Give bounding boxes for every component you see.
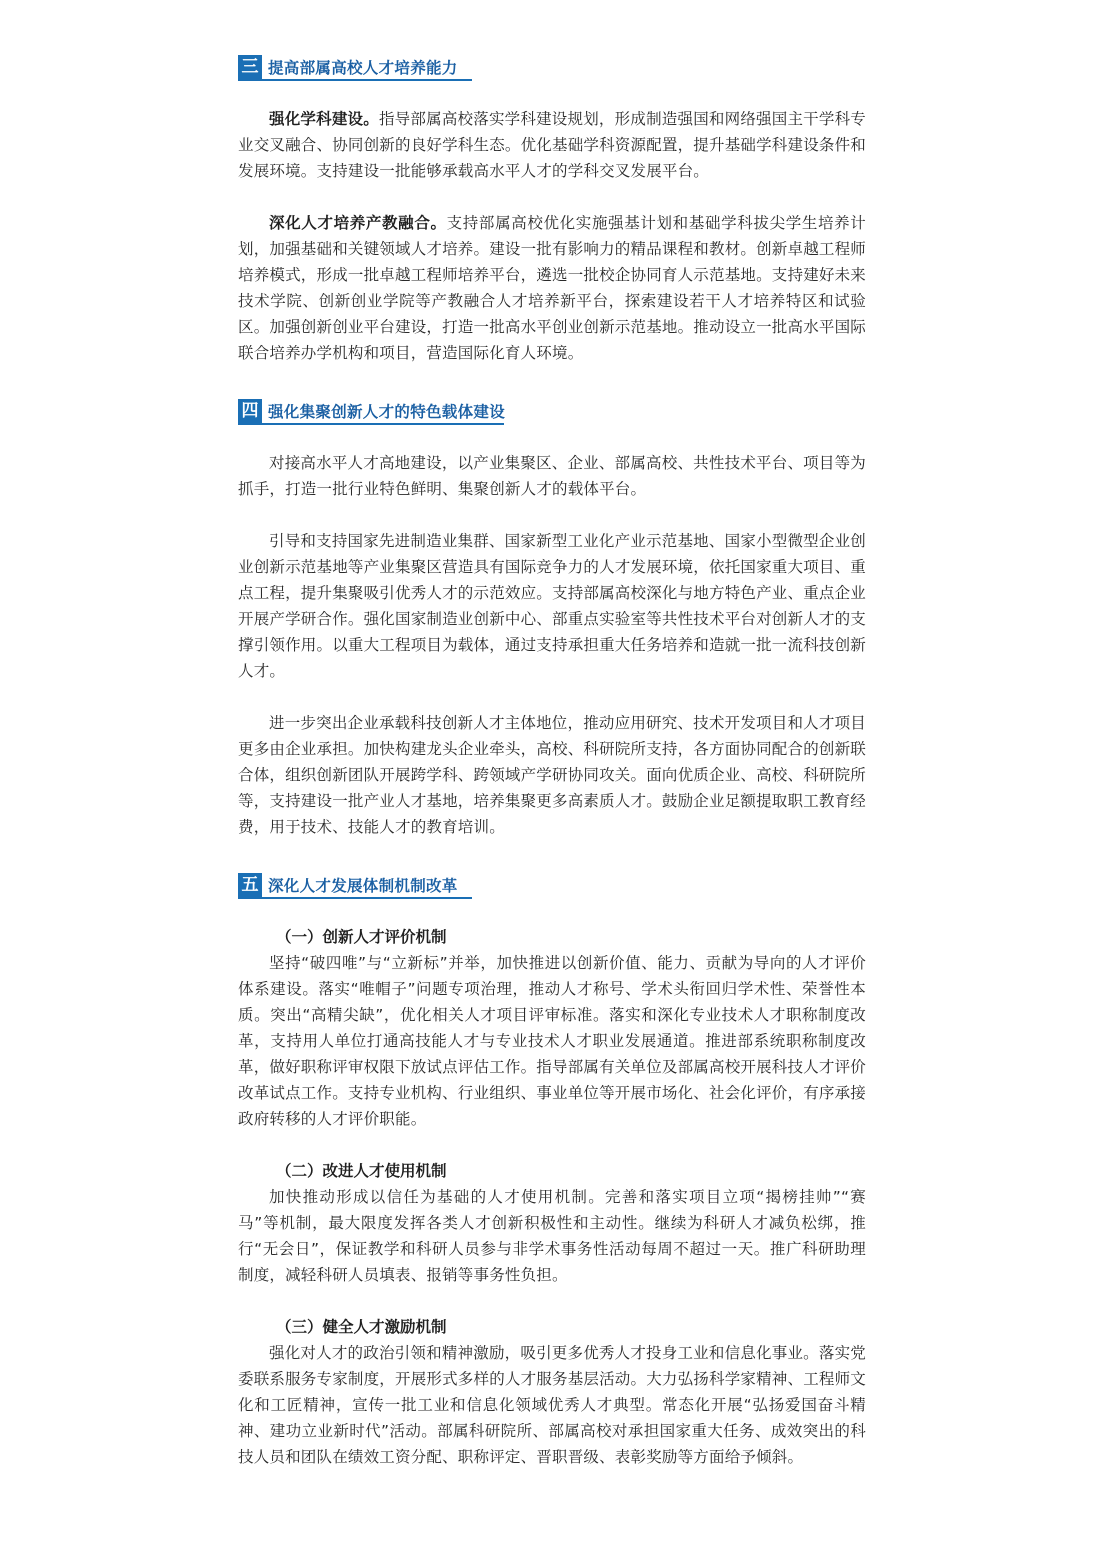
paragraph bbox=[238, 450, 866, 502]
paragraph bbox=[238, 528, 866, 684]
subsection-heading: （二）改进人才使用机制 bbox=[276, 1162, 447, 1180]
paragraph bbox=[238, 1340, 866, 1470]
paragraph-text: 支持部属高校优化实施强基计划和基础学科拔尖学生培养计划，加强基础和关键领域人才培养。建设一批有影响力的精品课程和教材。创新卓越工程师培养模式，形成一批卓越工程师培养平台，遴选一批校企协同育人示范基地。支持建好未来技术学院、创新创业学院等产教融合人才培养新平台，探索建设若干人才培养特区和试验区。加强创新创业平台建设，打造一批高水平创业创新示范基地。推动设立一批高水平国际联合培养办学机构和项目，营造国际化育人环境。 bbox=[238, 214, 867, 362]
subsection-heading: （三）健全人才激励机制 bbox=[276, 1318, 447, 1336]
subsection-heading: （一）创新人才评价机制 bbox=[276, 928, 447, 946]
paragraph bbox=[238, 210, 866, 366]
paragraph bbox=[238, 106, 866, 184]
paragraph-text: 加快推动形成以信任为基础的人才使用机制。完善和落实项目立项“揭榜挂帅”“赛马”等机制，最大限度发挥各类人才创新积极性和主动性。继续为科研人才减负松绑，推行“无会日”，保证教学和科研人员参与非学术事务性活动每周不超过一天。推广科研助理制度，减轻科研人员填表、报销等事务性负担。 bbox=[238, 1188, 866, 1284]
paragraph-lead: 强化学科建设。 bbox=[269, 110, 379, 128]
section-underline bbox=[238, 423, 504, 425]
paragraph-text: 强化对人才的政治引领和精神激励，吸引更多优秀人才投身工业和信息化事业。落实党委联系服务专家制度，开展形式多样的人才服务基层活动。大力弘扬科学家精神、工程师文化和工匠精神，宣传一批工业和信息化领域优秀人才典型。常态化开展“弘扬爱国奋斗精神、建功立业新时代”活动。部属科研院所、部属高校对承担国家重大任务、成效突出的科技人员和团队在绩效工资分配、职称评定、晋职晋级、表彰奖励等方面给予倾斜。 bbox=[238, 1344, 867, 1466]
section-header-4 bbox=[238, 398, 505, 424]
section-title: 提高部属高校人才培养能力 bbox=[268, 59, 458, 77]
paragraph-text: 指导部属高校落实学科建设规划，形成制造强国和网络强国主干学科专业交叉融合、协同创新的良好学科生态。优化基础学科资源配置，提升基础学科建设条件和发展环境。支持建设一批能够承载高水平人才的学科交叉发展平台。 bbox=[238, 110, 867, 180]
section-header-3 bbox=[238, 54, 458, 80]
section-title: 强化集聚创新人才的特色载体建设 bbox=[268, 403, 506, 421]
section-underline bbox=[238, 897, 472, 899]
paragraph bbox=[238, 950, 866, 1132]
section-title: 深化人才发展体制机制改革 bbox=[268, 877, 458, 895]
section-underline bbox=[238, 79, 472, 81]
paragraph bbox=[238, 1184, 866, 1288]
paragraph-text: 对接高水平人才高地建设，以产业集聚区、企业、部属高校、共性技术平台、项目等为抓手，打造一批行业特色鲜明、集聚创新人才的载体平台。 bbox=[238, 454, 866, 498]
paragraph bbox=[238, 710, 866, 840]
paragraph-text: 进一步突出企业承载科技创新人才主体地位，推动应用研究、技术开发项目和人才项目更多由企业承担。加快构建龙头企业牵头，高校、科研院所支持，各方面协同配合的创新联合体，组织创新团队开展跨学科、跨领域产学研协同攻关。面向优质企业、高校、科研院所等，支持建设一批产业人才基地，培养集聚更多高素质人才。鼓励企业足额提取职工教育经费，用于技术、技能人才的教育培训。 bbox=[238, 714, 867, 836]
section-number-badge: 三 bbox=[238, 55, 262, 79]
paragraph-text: 引导和支持国家先进制造业集群、国家新型工业化产业示范基地、国家小型微型企业创业创新示范基地等产业集聚区营造具有国际竞争力的人才发展环境，依托国家重大项目、重点工程，提升集聚吸引优秀人才的示范效应。支持部属高校深化与地方特色产业、重点企业开展产学研合作。强化国家制造业创新中心、部重点实验室等共性技术平台对创新人才的支撑引领作用。以重大工程项目为载体，通过支持承担重大任务培养和造就一批一流科技创新人才。 bbox=[238, 532, 867, 680]
section-number-badge: 四 bbox=[238, 399, 262, 423]
paragraph-lead: 深化人才培养产教融合。 bbox=[269, 214, 447, 232]
section-header-5 bbox=[238, 872, 458, 898]
section-number-badge: 五 bbox=[238, 873, 262, 897]
paragraph-text: 坚持“破四唯”与“立新标”并举，加快推进以创新价值、能力、贡献为导向的人才评价体系建设。落实“唯帽子”问题专项治理，推动人才称号、学术头衔回归学术性、荣誉性本质。突出“高精尖缺”，优化相关人才项目评审标准。落实和深化专业技术人才职称制度改革，支持用人单位打通高技能人才与专业技术人才职业发展通道。推进部系统职称制度改革，做好职称评审权限下放试点评估工作。指导部属有关单位及部属高校开展科技人才评价改革试点工作。支持专业机构、行业组织、事业单位等开展市场化、社会化评价，有序承接政府转移的人才评价职能。 bbox=[238, 954, 867, 1128]
